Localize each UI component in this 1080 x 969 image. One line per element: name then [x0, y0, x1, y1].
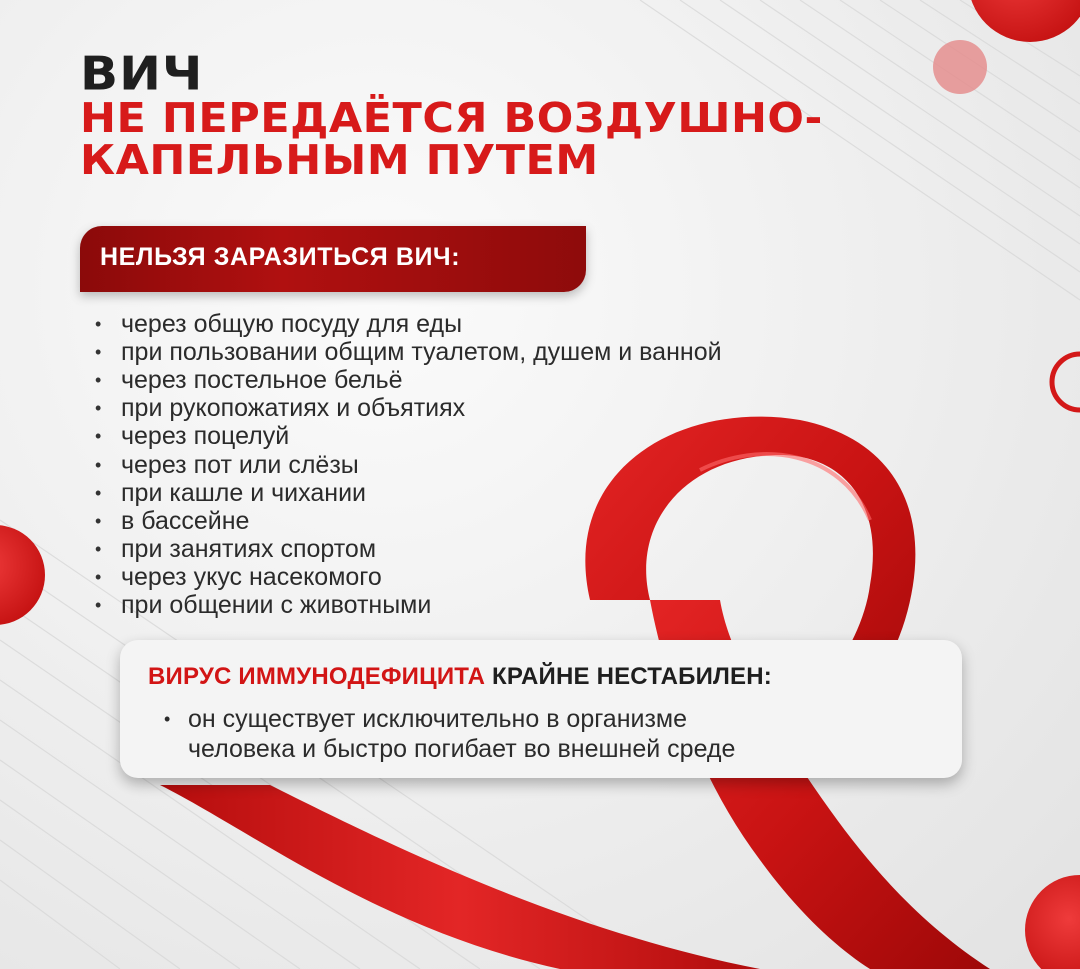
decor-ring-right [1052, 354, 1080, 410]
list-item [95, 310, 722, 338]
list-item-text: при пользовании общим туалетом, душем и ванной [121, 337, 722, 366]
list-item [95, 338, 722, 366]
bullet-dot: • [95, 313, 102, 334]
title-line-2: НЕ ПЕРЕДАЁТСЯ ВОЗДУШНО- [80, 95, 823, 143]
bullet-dot: • [95, 567, 102, 588]
list-item [95, 536, 722, 564]
title-line-3: КАПЕЛЬНЫМ ПУТЕМ [80, 136, 599, 185]
list-item-text: при рукопожатиях и объятиях [121, 394, 466, 423]
list-item [95, 395, 722, 423]
transmission-list [95, 310, 722, 620]
decor-circle-top-right [968, 0, 1080, 42]
list-item-text: через общую посуду для еды [121, 309, 463, 338]
bullet-dot: • [95, 369, 102, 390]
list-item [95, 423, 722, 451]
bullet-dot: • [95, 510, 102, 531]
info-card-title-highlight: ВИРУС ИММУНОДЕФИЦИТА [148, 663, 486, 690]
list-item [95, 592, 722, 620]
list-item-text: при общении с животными [121, 591, 432, 620]
info-card-title-rest: КРАЙНЕ НЕСТАБИЛЕН: [492, 663, 772, 690]
section-banner-label: НЕЛЬЗЯ ЗАРАЗИТЬСЯ ВИЧ: [100, 243, 461, 271]
list-item [95, 507, 722, 535]
list-item-text: при кашле и чихании [121, 478, 366, 507]
list-item [95, 564, 722, 592]
title-main: ВИЧ [80, 47, 204, 101]
list-item [95, 451, 722, 479]
info-card-line [160, 734, 735, 764]
bullet-dot: • [95, 482, 102, 503]
info-card-line-text: человека и быстро погибает во внешней среде [188, 735, 736, 763]
list-item [95, 366, 722, 394]
info-card-line [160, 704, 735, 734]
bullet-dot: • [95, 341, 102, 362]
bullet-dot: • [95, 539, 102, 560]
decor-circle-pink [933, 40, 987, 94]
list-item-text: через пот или слёзы [121, 450, 359, 479]
info-card-line-text: он существует исключительно в организме [188, 705, 688, 733]
list-item-text: при занятиях спортом [121, 535, 377, 564]
info-card-title [148, 663, 772, 691]
bullet-dot: • [95, 398, 102, 419]
decor-circle-bottom-right [1025, 875, 1080, 969]
bullet-dot: • [164, 709, 171, 729]
decor-circle-left [0, 525, 45, 625]
list-item [95, 479, 722, 507]
list-item-text: через постельное бельё [121, 365, 403, 394]
bullet-dot: • [95, 426, 102, 447]
info-card-body [160, 704, 735, 764]
bullet-dot: • [95, 454, 102, 475]
list-item-text: через поцелуй [121, 422, 290, 451]
list-item-text: через укус насекомого [121, 563, 382, 592]
title-subtitle [80, 95, 823, 185]
bullet-dot: • [95, 595, 102, 616]
list-item-text: в бассейне [121, 506, 250, 535]
